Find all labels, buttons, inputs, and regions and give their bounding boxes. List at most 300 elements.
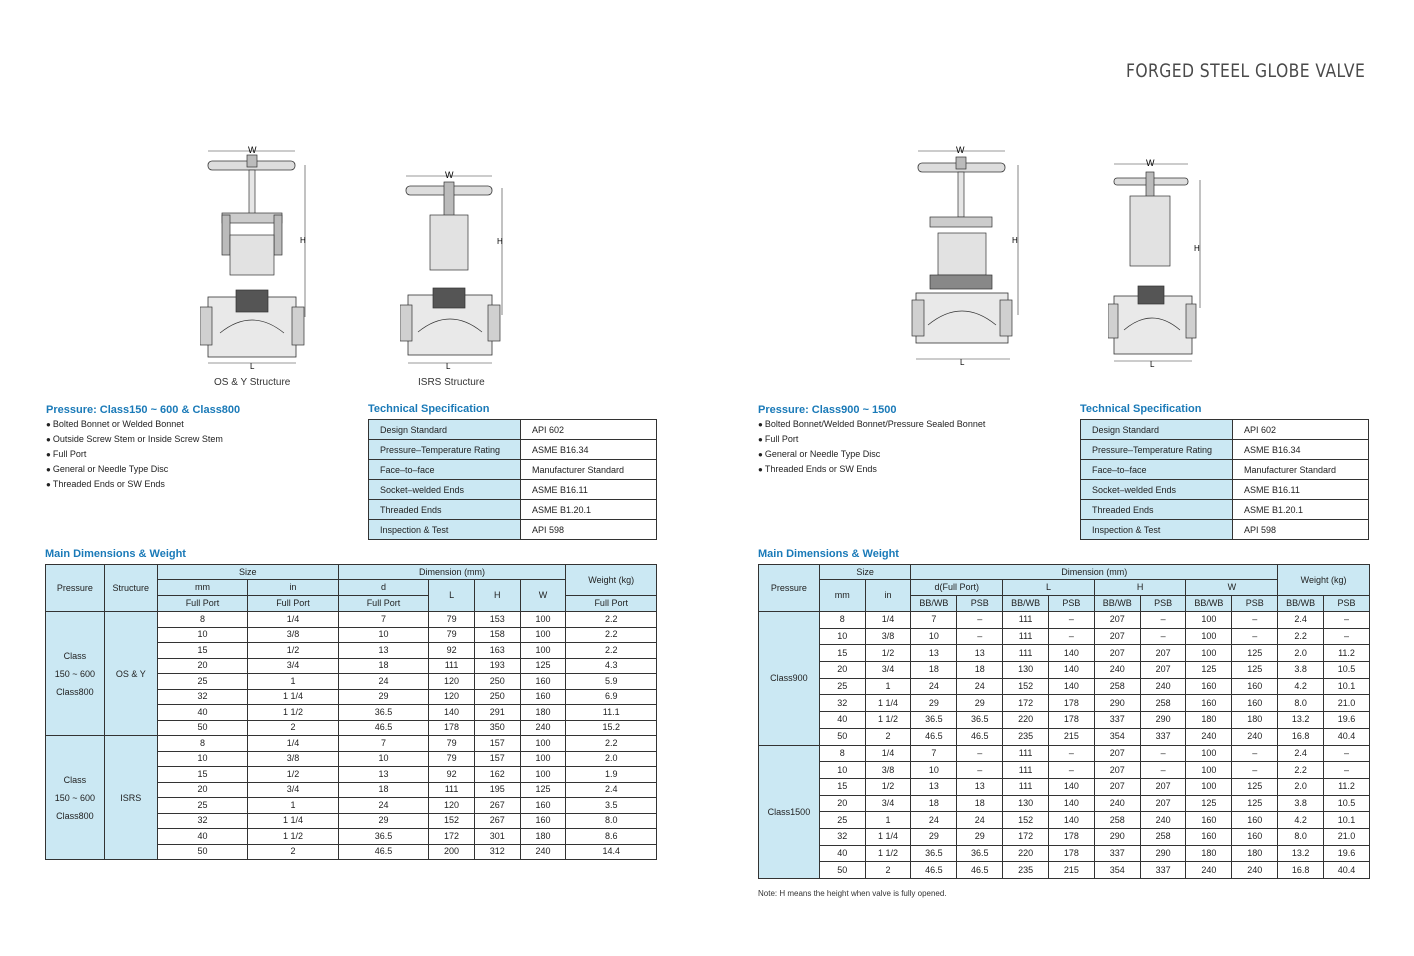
table-cell: 24 (338, 674, 429, 690)
table-cell: 180 (520, 705, 566, 721)
table-cell: 3/4 (865, 662, 911, 679)
col-dimension: Dimension (mm) (338, 565, 566, 580)
table-cell: 163 (474, 643, 520, 659)
pressure-line: Class800 (56, 686, 94, 697)
table-cell: 2.2 (1278, 628, 1324, 645)
table-cell: 160 (1186, 828, 1232, 845)
table-cell: 250 (474, 689, 520, 705)
col-psb: PSB (1324, 596, 1370, 612)
table-cell: 120 (429, 798, 475, 814)
table-row (759, 762, 1370, 779)
table-cell: 180 (520, 829, 566, 845)
spec-row (1081, 480, 1369, 500)
table-cell: 240 (1186, 728, 1232, 745)
table-cell: 50 (157, 844, 248, 860)
table-cell: 2.4 (1278, 612, 1324, 629)
table-cell: 172 (1003, 828, 1049, 845)
spec-row (369, 440, 657, 460)
table-cell: 1 1/2 (865, 845, 911, 862)
table-cell: 240 (1094, 795, 1140, 812)
table-cell: 215 (1049, 728, 1095, 745)
spec-key: Pressure–Temperature Rating (369, 440, 521, 460)
table-cell: 193 (474, 658, 520, 674)
col-full-port: Full Port (248, 596, 339, 612)
valve-drawing-osy (200, 145, 320, 370)
table-cell: 1/2 (248, 643, 339, 659)
table-cell: 240 (1140, 678, 1186, 695)
spec-value: API 602 (1233, 420, 1369, 440)
footnote: Note: H means the height when valve is fully opened. (758, 889, 947, 898)
table-cell: 46.5 (911, 728, 957, 745)
spec-row (1081, 440, 1369, 460)
table-cell: 100 (520, 736, 566, 752)
table-cell: 125 (1232, 645, 1278, 662)
spec-row (1081, 520, 1369, 540)
table-cell: – (1324, 628, 1370, 645)
col-bbwb: BB/WB (1278, 596, 1324, 612)
table-cell: 172 (429, 829, 475, 845)
table-cell: 207 (1094, 628, 1140, 645)
table-cell: 258 (1140, 695, 1186, 712)
caption-osy: OS & Y Structure (214, 377, 291, 388)
table-row (759, 612, 1370, 629)
table-cell: 18 (338, 782, 429, 798)
table-cell: 162 (474, 767, 520, 783)
table-cell: 100 (1186, 745, 1232, 762)
table-cell: – (1232, 745, 1278, 762)
table-cell: 140 (1049, 795, 1095, 812)
table-cell: 2.4 (1278, 745, 1324, 762)
table-cell: 13 (338, 643, 429, 659)
col-w: W (520, 580, 566, 612)
table-cell: 15 (819, 778, 865, 795)
pressure-title-right: Pressure: Class900 ~ 1500 (758, 404, 897, 416)
table-cell: 250 (474, 674, 520, 690)
spec-value: ASME B16.34 (1233, 440, 1369, 460)
pressure-group (46, 736, 105, 860)
table-cell: 157 (474, 751, 520, 767)
table-cell: 40 (819, 712, 865, 729)
table-cell: 235 (1003, 728, 1049, 745)
table-cell: 240 (1094, 662, 1140, 679)
table-cell: 100 (520, 643, 566, 659)
table-cell: 92 (429, 643, 475, 659)
spec-key: Threaded Ends (1081, 500, 1233, 520)
table-row (759, 628, 1370, 645)
spec-key: Design Standard (1081, 420, 1233, 440)
table-cell: 160 (1232, 828, 1278, 845)
l-label: L (250, 362, 255, 370)
table-cell: 79 (429, 627, 475, 643)
table-cell: 100 (520, 612, 566, 628)
spec-row (369, 420, 657, 440)
table-cell: 3/4 (865, 795, 911, 812)
table-cell: 15 (157, 767, 248, 783)
table-cell: 111 (1003, 628, 1049, 645)
table-cell: 3/4 (248, 782, 339, 798)
table-cell: 10 (157, 627, 248, 643)
table-cell: 337 (1094, 845, 1140, 862)
spec-key: Socket–welded Ends (369, 480, 521, 500)
spec-value: ASME B1.20.1 (1233, 500, 1369, 520)
feature-item: ● Outside Screw Stem or Inside Screw Stem (46, 432, 223, 447)
table-cell: 3/8 (248, 627, 339, 643)
spec-table-right (1080, 419, 1369, 540)
table-cell: 36.5 (911, 712, 957, 729)
table-cell: 125 (1186, 795, 1232, 812)
table-cell: 13.2 (1278, 712, 1324, 729)
table-cell: 180 (1186, 712, 1232, 729)
table-cell: 10 (819, 762, 865, 779)
table-cell: 220 (1003, 712, 1049, 729)
spec-row (369, 520, 657, 540)
table-row (46, 612, 657, 628)
spec-row (369, 480, 657, 500)
spec-value: ASME B16.11 (521, 480, 657, 500)
table-cell: 1 (865, 678, 911, 695)
feature-item: ● Threaded Ends or SW Ends (46, 477, 223, 492)
table-cell: 1/2 (865, 778, 911, 795)
col-psb: PSB (1140, 596, 1186, 612)
table-cell: 7 (911, 612, 957, 629)
dims-table-right (758, 564, 1370, 879)
h-label: H (300, 236, 306, 245)
table-cell: 240 (1140, 812, 1186, 829)
table-cell: 2.0 (1278, 778, 1324, 795)
table-cell: 3/4 (248, 658, 339, 674)
table-cell: 240 (1232, 862, 1278, 879)
table-cell: 160 (1186, 812, 1232, 829)
table-cell: 21.0 (1324, 828, 1370, 845)
table-cell: 258 (1094, 678, 1140, 695)
table-cell: 160 (520, 798, 566, 814)
table-cell: 13 (957, 778, 1003, 795)
feature-item: ● General or Needle Type Disc (758, 447, 985, 462)
table-cell: 1 1/2 (248, 705, 339, 721)
table-cell: 21.0 (1324, 695, 1370, 712)
table-cell: 1/4 (865, 612, 911, 629)
table-row (759, 795, 1370, 812)
pressure-line: Class (63, 650, 87, 661)
table-row (759, 828, 1370, 845)
table-cell: 92 (429, 767, 475, 783)
spec-value: API 598 (1233, 520, 1369, 540)
pressure-group: Class1500 (759, 745, 820, 879)
table-cell: 207 (1094, 762, 1140, 779)
feature-list-left (46, 417, 223, 492)
table-cell: 14.4 (566, 844, 657, 860)
table-cell: 337 (1140, 862, 1186, 879)
table-cell: 18 (957, 662, 1003, 679)
table-cell: – (1324, 762, 1370, 779)
table-cell: – (957, 745, 1003, 762)
table-cell: 130 (1003, 795, 1049, 812)
table-cell: 1 1/2 (865, 712, 911, 729)
table-cell: 10 (911, 762, 957, 779)
table-cell: 178 (1049, 712, 1095, 729)
table-cell: 100 (520, 751, 566, 767)
table-cell: 32 (819, 695, 865, 712)
col-in: in (248, 580, 339, 596)
table-cell: 125 (1186, 662, 1232, 679)
table-row (759, 745, 1370, 762)
col-size: Size (157, 565, 338, 580)
table-cell: 160 (520, 813, 566, 829)
col-bbwb: BB/WB (1003, 596, 1049, 612)
table-cell: 1 1/2 (248, 829, 339, 845)
table-cell: 301 (474, 829, 520, 845)
spec-row (1081, 500, 1369, 520)
table-cell: 3/8 (865, 762, 911, 779)
spec-value: ASME B16.34 (521, 440, 657, 460)
table-cell: 50 (819, 862, 865, 879)
table-cell: 125 (1232, 778, 1278, 795)
table-cell: 46.5 (957, 862, 1003, 879)
header-row (46, 565, 657, 580)
table-cell: 337 (1094, 712, 1140, 729)
table-row (759, 662, 1370, 679)
spec-key: Inspection & Test (1081, 520, 1233, 540)
table-cell: 29 (957, 695, 1003, 712)
table-cell: 8 (157, 736, 248, 752)
table-cell: 140 (1049, 645, 1095, 662)
col-weight: Weight (kg) (1278, 565, 1370, 596)
table-cell: 2.2 (1278, 762, 1324, 779)
table-cell: 2 (865, 862, 911, 879)
h-label: H (497, 237, 503, 246)
table-cell: 290 (1094, 828, 1140, 845)
table-row (759, 695, 1370, 712)
table-cell: 160 (520, 674, 566, 690)
table-cell: 7 (911, 745, 957, 762)
table-cell: – (957, 628, 1003, 645)
table-cell: 125 (520, 658, 566, 674)
table-cell: 13.2 (1278, 845, 1324, 862)
spec-value: API 602 (521, 420, 657, 440)
table-cell: 180 (1232, 845, 1278, 862)
table-cell: 10.1 (1324, 678, 1370, 695)
table-cell: 152 (1003, 678, 1049, 695)
table-cell: 3/8 (865, 628, 911, 645)
table-cell: – (1232, 612, 1278, 629)
table-cell: 120 (429, 674, 475, 690)
table-cell: 24 (911, 678, 957, 695)
spec-value: ASME B1.20.1 (521, 500, 657, 520)
table-row (759, 845, 1370, 862)
table-cell: 350 (474, 720, 520, 736)
table-cell: 158 (474, 627, 520, 643)
table-cell: 36.5 (338, 705, 429, 721)
table-cell: 152 (429, 813, 475, 829)
table-cell: 13 (957, 645, 1003, 662)
table-cell: 100 (520, 627, 566, 643)
table-cell: 100 (1186, 628, 1232, 645)
table-cell: – (1049, 745, 1095, 762)
col-bbwb: BB/WB (1186, 596, 1232, 612)
table-cell: 290 (1094, 695, 1140, 712)
table-cell: – (1140, 612, 1186, 629)
table-cell: 24 (911, 812, 957, 829)
h-label: H (1194, 244, 1200, 253)
table-cell: 100 (1186, 645, 1232, 662)
table-cell: 240 (1232, 728, 1278, 745)
table-cell: 40 (819, 845, 865, 862)
table-cell: 178 (429, 720, 475, 736)
table-cell: 1 (248, 798, 339, 814)
spec-row (369, 460, 657, 480)
table-cell: 8.6 (566, 829, 657, 845)
table-cell: 140 (429, 705, 475, 721)
table-cell: 46.5 (338, 844, 429, 860)
table-cell: 111 (1003, 612, 1049, 629)
table-cell: 20 (819, 795, 865, 812)
table-cell: 140 (1049, 678, 1095, 695)
table-cell: 18 (338, 658, 429, 674)
col-pressure: Pressure (759, 565, 820, 612)
table-cell: 178 (1049, 695, 1095, 712)
table-cell: 125 (1232, 795, 1278, 812)
table-cell: 25 (819, 678, 865, 695)
table-cell: 8 (819, 612, 865, 629)
spec-value: ASME B16.11 (1233, 480, 1369, 500)
spec-key: Socket–welded Ends (1081, 480, 1233, 500)
table-cell: 10 (819, 628, 865, 645)
col-dimension: Dimension (mm) (911, 565, 1278, 580)
table-row (759, 862, 1370, 879)
table-cell: 2.0 (1278, 645, 1324, 662)
table-cell: 32 (819, 828, 865, 845)
table-cell: 8.0 (1278, 695, 1324, 712)
spec-key: Threaded Ends (369, 500, 521, 520)
feature-item: ● Threaded Ends or SW Ends (758, 462, 985, 477)
table-cell: 16.8 (1278, 728, 1324, 745)
table-cell: 40.4 (1324, 728, 1370, 745)
table-cell: – (1140, 745, 1186, 762)
table-cell: 178 (1049, 845, 1095, 862)
table-cell: 235 (1003, 862, 1049, 879)
table-cell: 100 (1186, 762, 1232, 779)
table-cell: 1 1/4 (248, 813, 339, 829)
table-cell: 258 (1094, 812, 1140, 829)
table-row (759, 728, 1370, 745)
table-cell: 1 (248, 674, 339, 690)
table-cell: 10.5 (1324, 795, 1370, 812)
table-cell: 152 (1003, 812, 1049, 829)
table-cell: 2.2 (566, 612, 657, 628)
table-cell: 79 (429, 736, 475, 752)
table-cell: 111 (1003, 762, 1049, 779)
pressure-title-left: Pressure: Class150 ~ 600 & Class800 (46, 404, 241, 416)
col-d: d(Full Port) (911, 580, 1003, 596)
table-cell: 2 (248, 720, 339, 736)
table-cell: – (1049, 762, 1095, 779)
table-cell: 207 (1094, 612, 1140, 629)
table-cell: 20 (157, 782, 248, 798)
w-label: W (956, 145, 965, 155)
table-cell: 11.2 (1324, 645, 1370, 662)
table-cell: 140 (1049, 662, 1095, 679)
header-row (759, 565, 1370, 580)
table-cell: 354 (1094, 862, 1140, 879)
table-cell: 25 (157, 798, 248, 814)
table-cell: 2.0 (566, 751, 657, 767)
table-cell: 10 (338, 751, 429, 767)
table-cell: 160 (1186, 695, 1232, 712)
table-cell: 13 (911, 645, 957, 662)
table-cell: 10 (157, 751, 248, 767)
table-cell: – (1232, 762, 1278, 779)
table-cell: 215 (1049, 862, 1095, 879)
table-cell: 1 (865, 812, 911, 829)
col-psb: PSB (957, 596, 1003, 612)
spec-title-left: Technical Specification (368, 403, 490, 415)
col-h: H (474, 580, 520, 612)
table-cell: 160 (1232, 678, 1278, 695)
col-full-port: Full Port (566, 596, 657, 612)
table-cell: 4.2 (1278, 678, 1324, 695)
table-cell: 258 (1140, 828, 1186, 845)
spec-key: Face–to–face (1081, 460, 1233, 480)
table-cell: 160 (1232, 812, 1278, 829)
valve-drawing-isrs (400, 170, 510, 370)
col-l: L (429, 580, 475, 612)
col-psb: PSB (1232, 596, 1278, 612)
page-title: FORGED STEEL GLOBE VALVE (1126, 60, 1366, 82)
table-cell: 8 (819, 745, 865, 762)
col-mm: mm (157, 580, 248, 596)
table-cell: 15.2 (566, 720, 657, 736)
spec-key: Face–to–face (369, 460, 521, 480)
table-cell: 8.0 (1278, 828, 1324, 845)
table-cell: 4.2 (1278, 812, 1324, 829)
table-cell: 25 (157, 674, 248, 690)
table-cell: 29 (911, 695, 957, 712)
table-cell: 2 (248, 844, 339, 860)
table-cell: 13 (911, 778, 957, 795)
table-cell: 267 (474, 813, 520, 829)
table-cell: 6.9 (566, 689, 657, 705)
table-cell: 10 (338, 627, 429, 643)
table-cell: 29 (911, 828, 957, 845)
valve-drawing-class900 (910, 145, 1030, 370)
caption-isrs: ISRS Structure (418, 377, 485, 388)
col-d: d (338, 580, 429, 596)
table-cell: 207 (1094, 778, 1140, 795)
w-label: W (248, 145, 257, 155)
col-full-port: Full Port (338, 596, 429, 612)
w-label: W (1146, 158, 1155, 168)
l-label: L (446, 362, 451, 370)
table-cell: 16.8 (1278, 862, 1324, 879)
table-cell: 207 (1094, 645, 1140, 662)
table-cell: 140 (1049, 812, 1095, 829)
dims-title-right: Main Dimensions & Weight (758, 548, 899, 560)
structure-group: ISRS (104, 736, 157, 860)
spec-title-right: Technical Specification (1080, 403, 1202, 415)
table-cell: – (957, 762, 1003, 779)
table-row (759, 678, 1370, 695)
table-cell: – (1049, 628, 1095, 645)
table-cell: 24 (338, 798, 429, 814)
pressure-line: 150 ~ 600 (54, 792, 96, 803)
table-cell: 180 (1186, 845, 1232, 862)
table-cell: 120 (429, 689, 475, 705)
table-cell: 19.6 (1324, 845, 1370, 862)
table-cell: 207 (1094, 745, 1140, 762)
table-cell: 25 (819, 812, 865, 829)
table-cell: 207 (1140, 778, 1186, 795)
table-cell: 46.5 (911, 862, 957, 879)
